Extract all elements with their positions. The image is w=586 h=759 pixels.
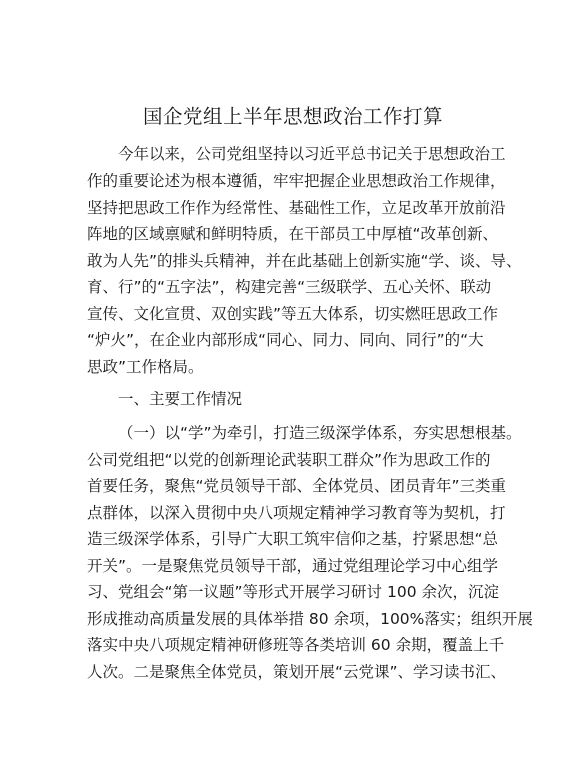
paragraph-line: 造三级深学体系，引导广大职工筑牢信仰之基，拧紧思想“总 [87,530,499,548]
paragraph-line: 敢为人先”的排头兵精神，并在此基础上创新实施“学、谈、导、 [87,252,522,270]
paragraph-line: 人次。二是聚焦全体党员，策划开展“云党课”、学习读书汇、 [87,663,507,681]
document-title: 国企党组上半年思想政治工作打算 [142,105,443,128]
paragraph-line: 作的重要论述为根本遵循，牢牢把握企业思想政治工作规律， [87,172,506,190]
paragraph-line: 公司党组把“以党的创新理论武装职工群众”作为思政工作的 [87,451,491,469]
paragraph-line: 开关”。一是聚焦党员领导干部，通过党组理论学习中心组学 [87,557,499,575]
paragraph-line: 阵地的区域禀赋和鲜明特质，在干部员工中厚植“改革创新、 [87,225,499,243]
paragraph-line: 坚持把思政工作作为经常性、基础性工作，立足改革开放前沿 [87,199,506,217]
paragraph-line: 首要任务，聚焦“党员领导干部、全体党员、团员青年”三类重 [87,477,507,495]
paragraph-line: “炉火”，在企业内部形成“同心、同力、同向、同行”的“大 [87,331,484,349]
subsection-heading: （一）以“学”为牵引，打造三级深学体系，夯实思想根基。 [118,424,522,442]
paragraph-line: 今年以来，公司党组坚持以习近平总书记关于思想政治工 [118,145,506,163]
paragraph-line: 落实中央八项规定精神研修班等各类培训 60 余期，覆盖上千 [87,636,505,654]
section-heading: 一、主要工作情况 [118,390,243,408]
paragraph-line: 宣传、文化宣贯、双创实践”等五大体系，切实燃旺思政工作 [87,305,499,323]
paragraph-line: 习、党组会“第一议题”等形式开展学习研讨 100 余次，沉淀 [87,583,500,601]
paragraph-line: 点群体，以深入贯彻中央八项规定精神学习教育等为契机，打 [87,504,506,522]
paragraph-line: 育、行”的“五字法”，构建完善“三级联学、五心关怀、联动 [87,278,492,296]
paragraph-line: 形成推动高质量发展的具体举措 80 余项，100%落实；组织开展 [87,610,533,628]
paragraph-line: 思政”工作格局。 [87,358,204,376]
